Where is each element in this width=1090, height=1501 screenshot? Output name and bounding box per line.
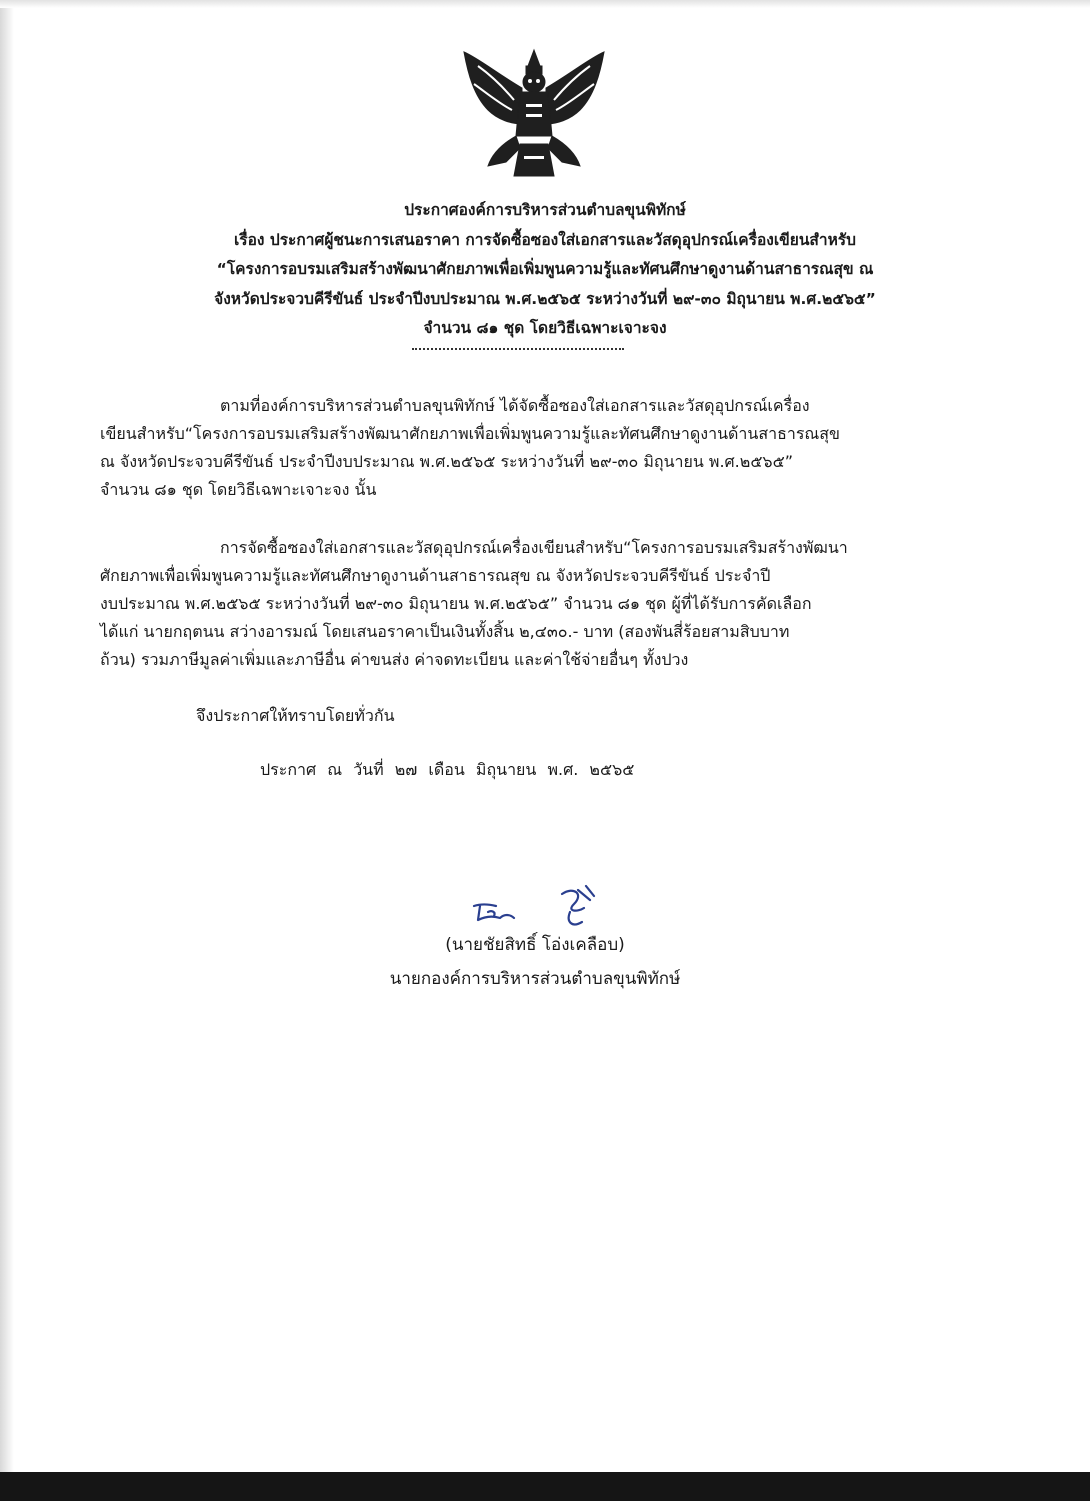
heading-subject-line-1: เรื่อง ประกาศผู้ชนะการเสนอราคา การจัดซื้อซองใส่เอกสารและวัสดุอุปกรณ์เครื่องเขียนสำหรับ (234, 230, 856, 249)
heading-subject-line-2: “โครงการอบรมเสริมสร้างพัฒนาศักยภาพเพื่อเพิ่มพูนความรู้และทัศนศึกษาดูงานด้านสาธารณสุข ณ (216, 260, 874, 278)
closing-statement: จึงประกาศให้ทราบโดยทั่วกัน (196, 706, 395, 725)
announcement-date: ประกาศ ณ วันที่ ๒๗ เดือน มิถุนายน พ.ศ. ๒๕๖๕ (260, 760, 635, 779)
scan-bottom-edge (0, 1472, 1090, 1501)
page-edge-shadow (0, 0, 14, 1501)
paragraph-2-line: ถ้วน) รวมภาษีมูลค่าเพิ่มและภาษีอื่น ค่าขนส่ง ค่าจดทะเบียน และค่าใช้จ่ายอื่นๆ ทั้งปวง (100, 650, 689, 669)
dotted-divider (412, 348, 624, 350)
paragraph-2 (100, 534, 962, 674)
paragraph-1-line: ตามที่องค์การบริหารส่วนตำบลขุนพิทักษ์ ได้จัดซื้อซองใส่เอกสารและวัสดุอุปกรณ์เครื่อง (220, 396, 810, 415)
heading-subject-line-4: จำนวน ๘๑ ชุด โดยวิธีเฉพาะเจาะจง (423, 319, 667, 337)
paragraph-1 (100, 392, 962, 504)
paragraph-2-line: การจัดซื้อซองใส่เอกสารและวัสดุอุปกรณ์เครื่องเขียนสำหรับ“โครงการอบรมเสริมสร้างพัฒนา (220, 538, 848, 557)
garuda-emblem (458, 44, 610, 180)
page-top-shadow (0, 0, 1090, 8)
paragraph-2-line: ศักยภาพเพื่อเพิ่มพูนความรู้และทัศนศึกษาดูงานด้านสาธารณสุข ณ จังหวัดประจวบคีรีขันธ์ ประจำปี (100, 566, 771, 585)
heading-org-line: ประกาศองค์การบริหารส่วนตำบลขุนพิทักษ์ (404, 201, 686, 219)
paragraph-2-line: ได้แก่ นายกฤตนน สว่างอารมณ์ โดยเสนอราคาเป็นเงินทั้งสิ้น ๒,๔๓๐.- บาท (สองพันสี่ร้อยสามสิบบาท (100, 622, 790, 641)
heading-subject-line-3: จังหวัดประจวบคีรีขันธ์ ประจำปีงบประมาณ พ.ศ.๒๕๖๕ ระหว่างวันที่ ๒๙-๓๐ มิถุนายน พ.ศ.๒๕๖๕” (214, 289, 876, 308)
paragraph-1-line: เขียนสำหรับ“โครงการอบรมเสริมสร้างพัฒนาศักยภาพเพื่อเพิ่มพูนความรู้และทัศนศึกษาดูงานด้านสาธารณสุข (100, 424, 840, 443)
signer-title: นายกองค์การบริหารส่วนตำบลขุนพิทักษ์ (389, 969, 681, 989)
handwritten-signature (466, 882, 616, 934)
signer-name: (นายชัยสิทธิ์ โอ่งเคลือบ) (445, 935, 625, 955)
announcement-heading (110, 196, 980, 344)
paragraph-2-line: งบประมาณ พ.ศ.๒๕๖๕ ระหว่างวันที่ ๒๙-๓๐ มิถุนายน พ.ศ.๒๕๖๕” จำนวน ๘๑ ชุด ผู้ที่ได้รับการคัดเลือก (100, 594, 812, 613)
paragraph-1-line: ณ จังหวัดประจวบคีรีขันธ์ ประจำปีงบประมาณ พ.ศ.๒๕๖๕ ระหว่างวันที่ ๒๙-๓๐ มิถุนายน พ.ศ.๒๕๖๕” (100, 452, 793, 471)
paragraph-1-line: จำนวน ๘๑ ชุด โดยวิธีเฉพาะเจาะจง นั้น (100, 480, 377, 499)
